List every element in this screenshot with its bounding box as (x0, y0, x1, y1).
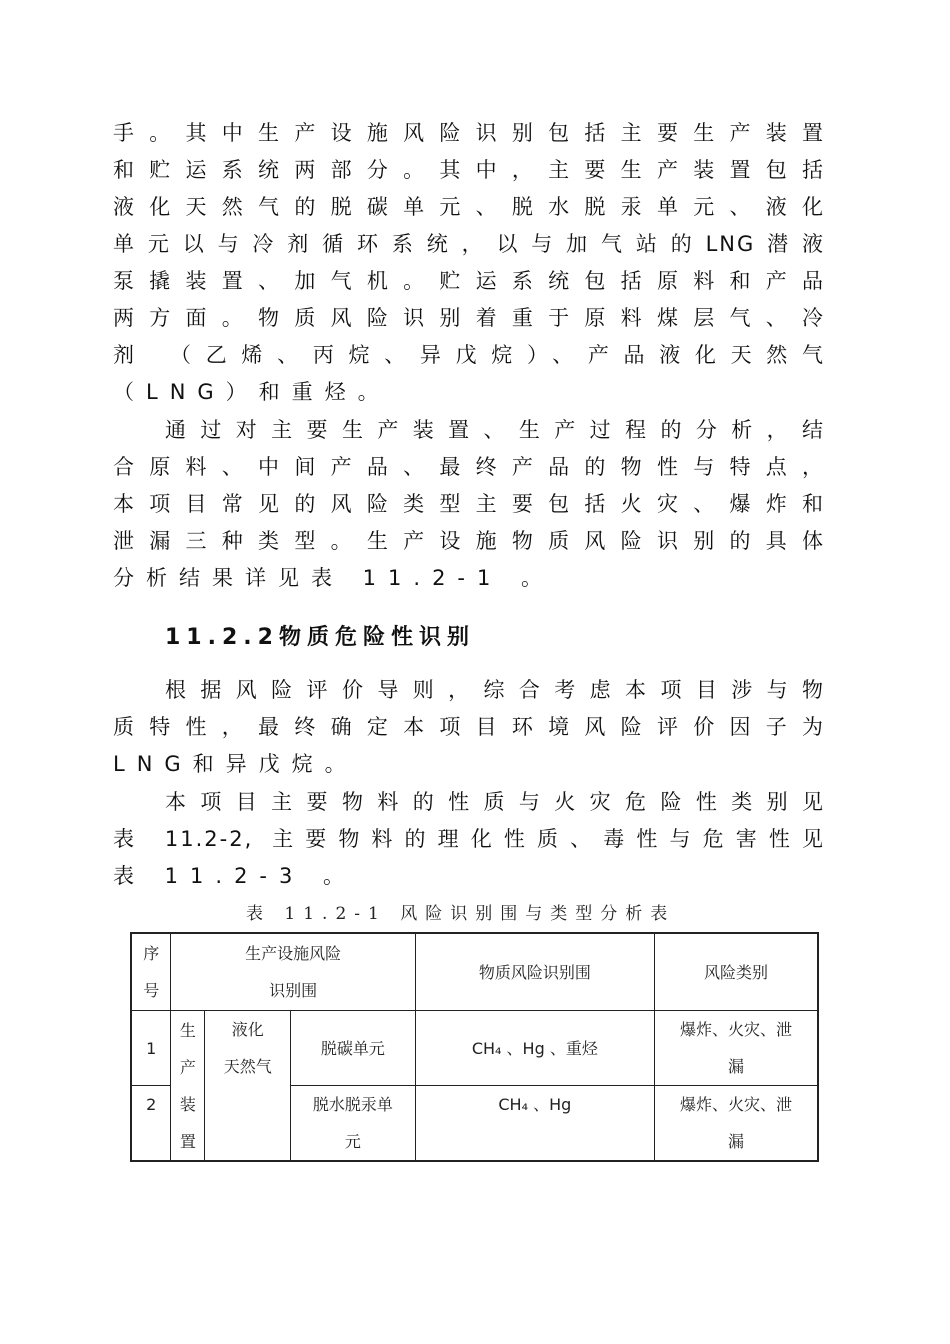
risk-identification-table (130, 932, 819, 1162)
paragraph-line: 两方面。物质风险识别着重于原料煤层气、冷 (113, 306, 825, 330)
paragraph-line: LNG和异戊烷。 (113, 752, 358, 776)
header-risk-type: 风险类别 (654, 933, 818, 1011)
paragraph-line: 和贮运系统两部分。其中，主要生产装置包括 (113, 158, 825, 182)
row-unit: 液化 天然气 (205, 1011, 291, 1162)
section-heading: 11.2.2物质危险性识别 (165, 625, 475, 650)
paragraph-line: 质特性，最终确定本项目环境风险评价因子为 (113, 715, 825, 739)
paragraph-line: 剂 （乙烯、丙烷、异戊烷）、产品液化天然气 (113, 343, 825, 367)
table-caption: 表 11.2-1 风险识别围与类型分析表 (246, 904, 676, 924)
paragraph-line: 表 11.2-2, 主要物料的理化性质、毒性与危害性见 (113, 827, 825, 851)
paragraph-line: 表 11.2-3 。 (113, 864, 357, 888)
header-material: 物质风险识别围 (415, 933, 654, 1011)
paragraph-line: 泄漏三种类型。生产设施物质风险识别的具体 (113, 529, 825, 553)
row-sub-unit: 脱水脱汞单 元 (291, 1086, 416, 1162)
row-risk: 爆炸、火灾、泄 漏 (654, 1086, 818, 1162)
paragraph-line: 通过对主要生产装置、生产过程的分析，结 (165, 418, 825, 442)
paragraph-line: 本项目常见的风险类型主要包括火灾、爆炸和 (113, 492, 825, 516)
table-header-row (131, 933, 818, 1011)
table-row (131, 1011, 818, 1086)
paragraph-line: 手。其中生产设施风险识别包括主要生产装置 (113, 121, 825, 145)
paragraph-line: 单元以与冷剂循环系统，以与加气站的LNG潜液 (113, 232, 825, 256)
row-group: 生 产 装 置 (171, 1011, 205, 1162)
row-seq: 1 (131, 1011, 171, 1086)
header-seq: 序 号 (131, 933, 171, 1011)
paragraph-line: （LNG）和重烃。 (113, 380, 391, 404)
row-risk: 爆炸、火灾、泄 漏 (654, 1011, 818, 1086)
paragraph-line: 泵撬装置、加气机。贮运系统包括原料和产品 (113, 269, 825, 293)
row-sub-unit: 脱碳单元 (291, 1011, 416, 1086)
row-material: CH₄ 、Hg 、重烃 (415, 1011, 654, 1086)
row-seq: 2 (131, 1086, 171, 1162)
paragraph-line: 合原料、中间产品、最终产品的物性与特点， (113, 455, 825, 479)
row-material: CH₄ 、Hg (415, 1086, 654, 1162)
header-facility: 生产设施风险 识别围 (171, 933, 415, 1011)
paragraph-line: 分析结果详见表 11.2-1 。 (113, 566, 555, 590)
paragraph-line: 液化天然气的脱碳单元、脱水脱汞单元、液化 (113, 195, 825, 219)
paragraph-line: 本项目主要物料的性质与火灾危险性类别见 (165, 790, 825, 814)
paragraph-line: 根据风险评价导则，综合考虑本项目涉与物 (165, 678, 825, 702)
